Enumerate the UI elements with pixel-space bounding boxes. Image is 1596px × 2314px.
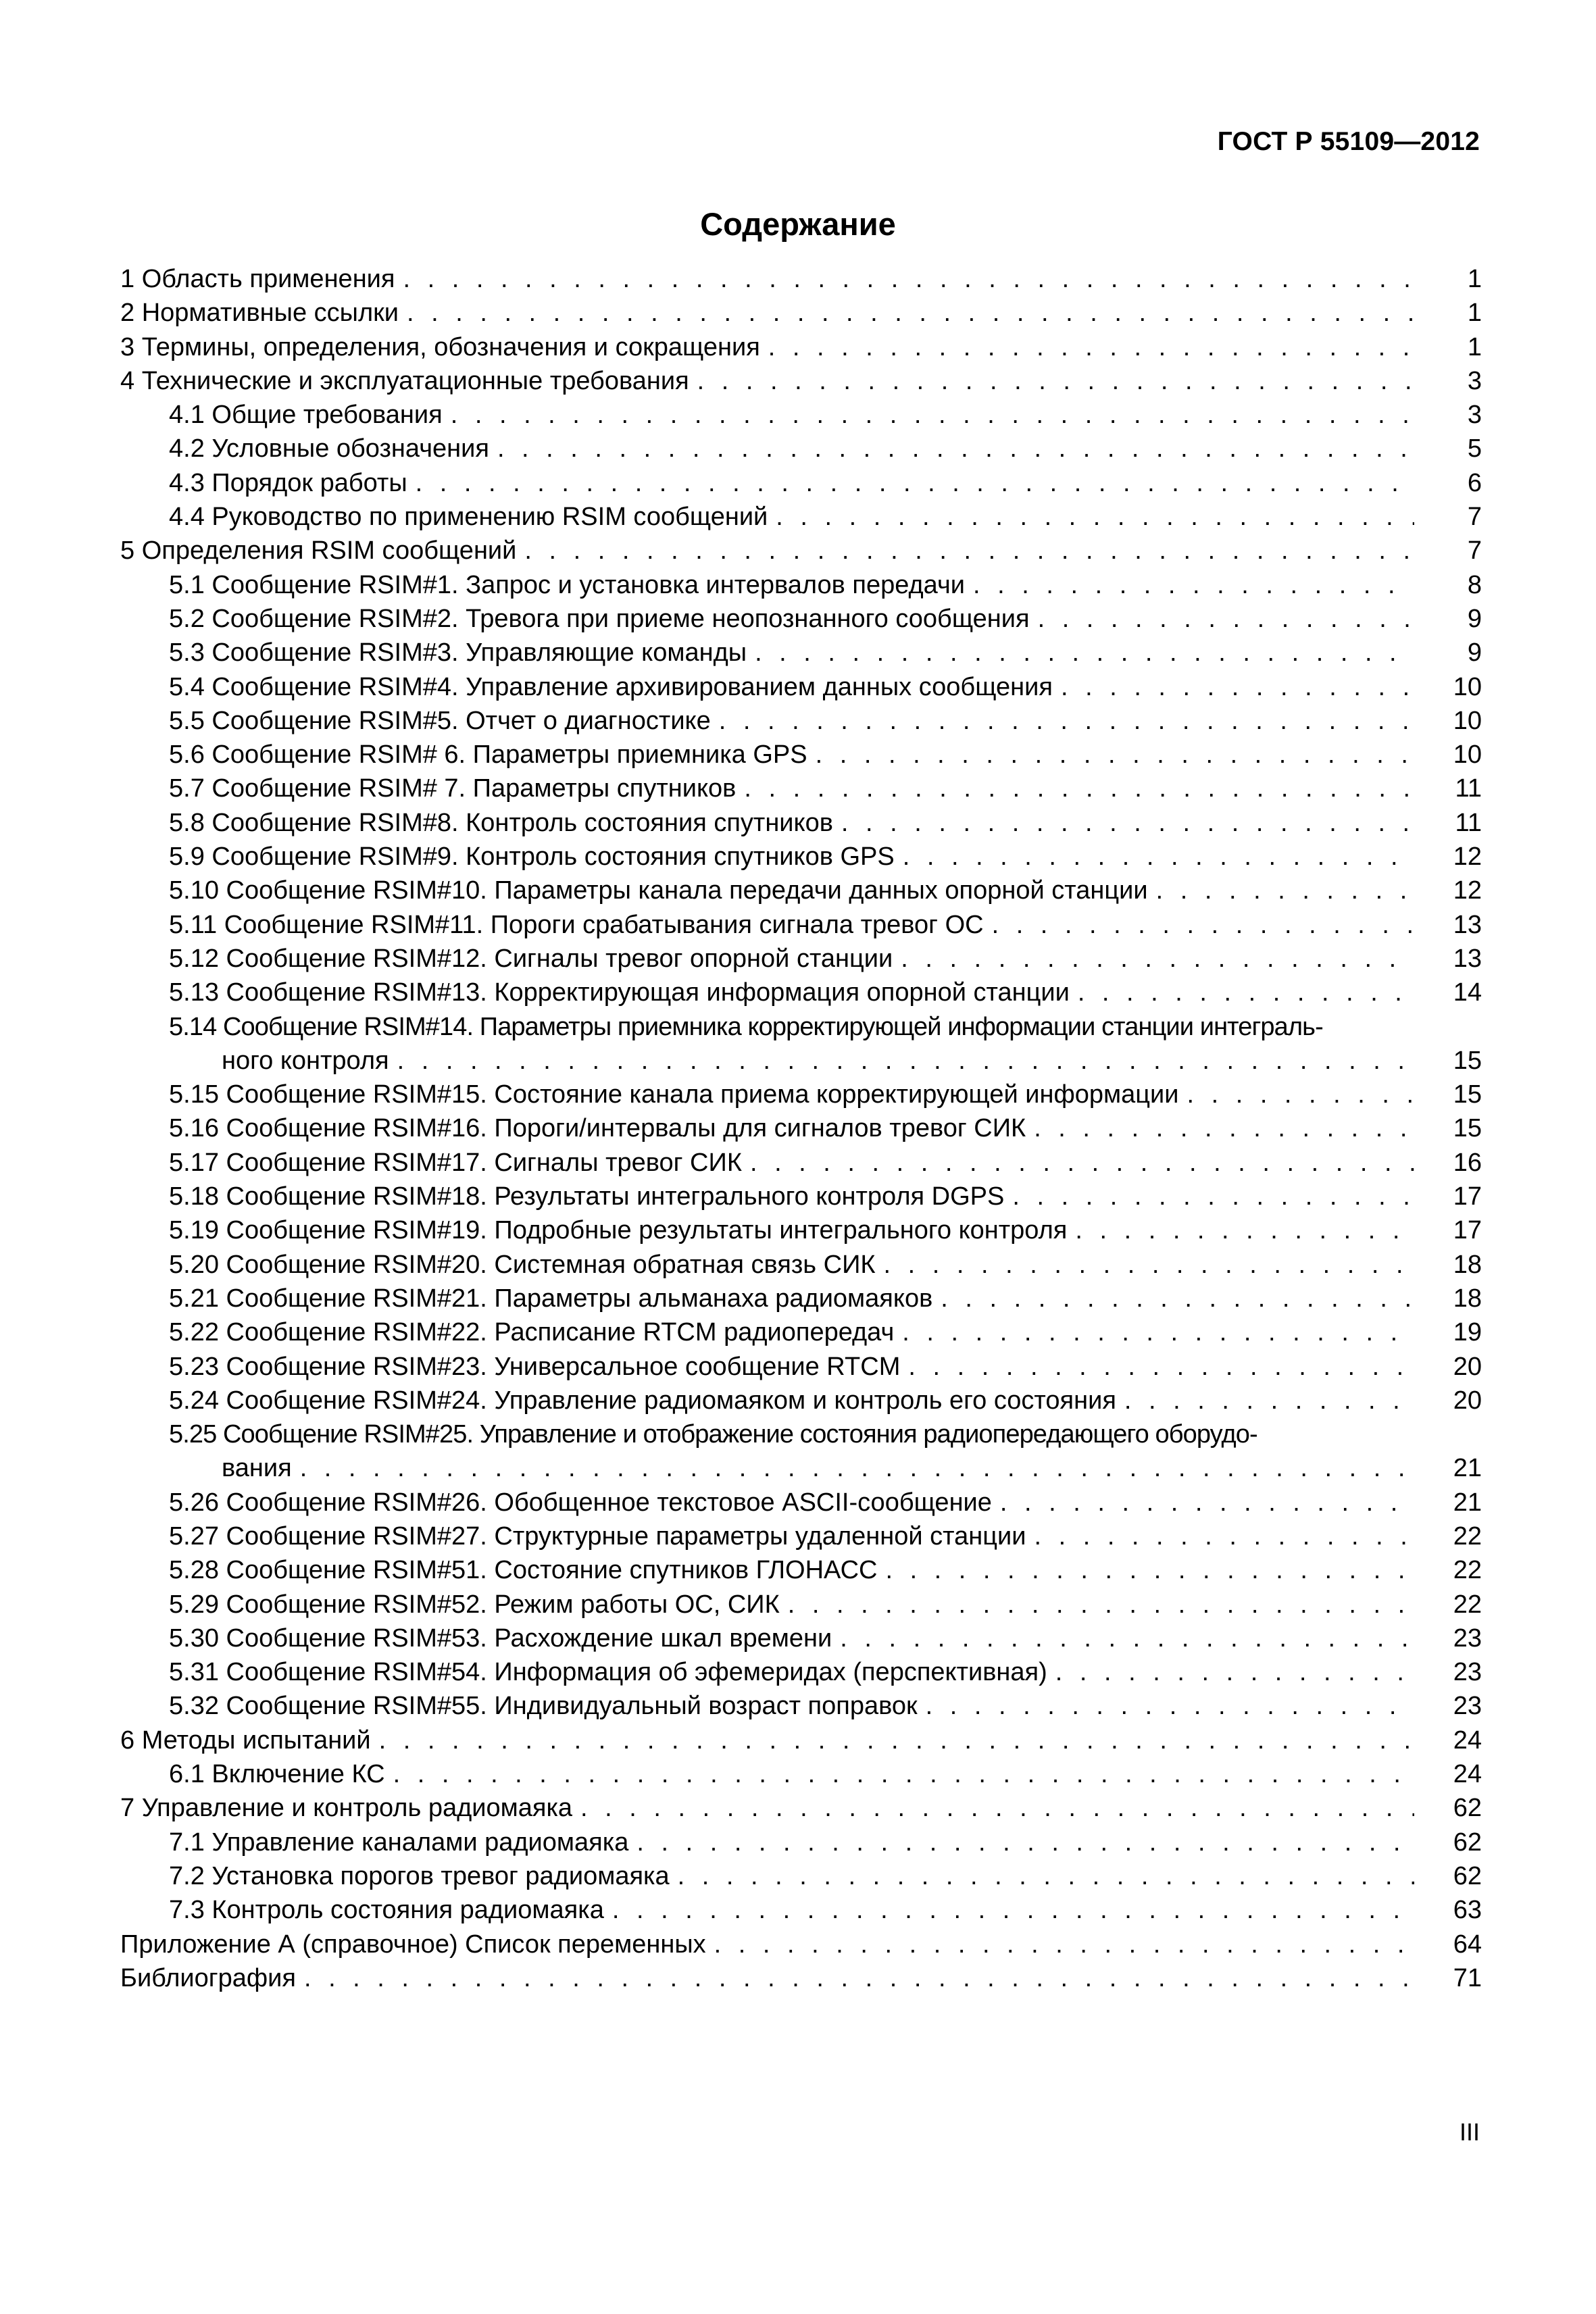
toc-entry-title: 5.7 Сообщение RSIM# 7. Параметры спутников <box>169 774 737 803</box>
toc-entry-page: 21 <box>1453 1454 1482 1483</box>
toc-entry-page: 11 <box>1455 774 1482 803</box>
toc-entry-title: 1 Область применения <box>120 265 395 293</box>
table-of-contents <box>120 262 1482 1995</box>
toc-entry-page: 12 <box>1453 876 1482 905</box>
toc-entry-title: 5.10 Сообщение RSIM#10. Параметры канала передачи данных опорной станции <box>169 876 1148 905</box>
page-number: III <box>1459 2118 1480 2146</box>
toc-leader-dots <box>300 1451 1414 1485</box>
toc-leader-dots <box>884 1248 1414 1282</box>
toc-entry[interactable] <box>120 568 1482 602</box>
toc-leader-dots <box>451 398 1414 432</box>
toc-entry[interactable] <box>120 1724 1482 1757</box>
toc-leader-dots <box>992 908 1414 942</box>
toc-entry[interactable] <box>120 1350 1482 1384</box>
toc-entry-page: 14 <box>1453 978 1482 1007</box>
toc-leader-dots <box>1034 1519 1414 1553</box>
toc-entry-page: 63 <box>1453 1896 1482 1925</box>
toc-entry[interactable] <box>120 1621 1482 1655</box>
toc-entry-page: 64 <box>1453 1930 1482 1959</box>
toc-entry-title: 7.1 Управление каналами радиомаяка <box>169 1828 629 1857</box>
toc-leader-dots <box>1156 874 1414 907</box>
toc-entry-title: 7.3 Контроль состояния радиомаяка <box>169 1896 604 1925</box>
toc-leader-dots <box>1012 1180 1414 1213</box>
toc-entry-page: 13 <box>1453 910 1482 939</box>
toc-entry-title: 5.2 Сообщение RSIM#2. Тревога при приеме неопознанного сообщения <box>169 604 1030 633</box>
toc-entry-page: 17 <box>1453 1216 1482 1245</box>
toc-entry-page: 24 <box>1453 1726 1482 1755</box>
toc-entry[interactable] <box>120 772 1482 805</box>
toc-entry-title: 4 Технические и эксплуатационные требования <box>120 366 689 395</box>
toc-entry-title: 5 Определения RSIM сообщений <box>120 536 517 565</box>
toc-leader-dots <box>524 534 1414 568</box>
toc-leader-dots <box>901 942 1414 976</box>
toc-entry-page: 11 <box>1455 808 1482 837</box>
toc-entry-title: 5.24 Сообщение RSIM#24. Управление радиомаяком и контроль его состояния <box>169 1386 1116 1415</box>
toc-entry[interactable] <box>120 1486 1482 1519</box>
toc-entry[interactable] <box>120 330 1482 364</box>
toc-entry-title: Библиография <box>120 1963 296 1992</box>
toc-leader-dots <box>941 1282 1414 1315</box>
toc-entry-page: 19 <box>1453 1318 1482 1347</box>
toc-entry[interactable] <box>120 1044 1482 1078</box>
toc-entry[interactable] <box>120 1146 1482 1180</box>
toc-entry-page: 21 <box>1453 1488 1482 1517</box>
toc-leader-dots <box>714 1928 1414 1961</box>
toc-entry[interactable] <box>120 466 1482 500</box>
toc-leader-dots <box>637 1826 1414 1859</box>
toc-leader-dots <box>1124 1384 1414 1417</box>
toc-entry[interactable] <box>120 262 1482 296</box>
toc-leader-dots <box>1000 1486 1414 1519</box>
toc-entry[interactable] <box>120 1315 1482 1349</box>
toc-entry-title: 4.1 Общие требования <box>169 401 443 430</box>
toc-entry-page: 20 <box>1453 1352 1482 1381</box>
toc-entry-page: 12 <box>1453 842 1482 872</box>
toc-entry-title: Приложение А (справочное) Список переменных <box>120 1930 706 1959</box>
toc-entry-title: 7 Управление и контроль радиомаяка <box>120 1794 573 1823</box>
toc-leader-dots <box>416 466 1414 500</box>
toc-leader-dots <box>379 1724 1414 1757</box>
toc-entry-title: 5.12 Сообщение RSIM#12. Сигналы тревог опорной станции <box>169 944 893 973</box>
toc-entry[interactable] <box>120 1078 1482 1111</box>
toc-entry[interactable] <box>120 364 1482 398</box>
toc-leader-dots <box>304 1961 1414 1995</box>
toc-entry-title: вания <box>222 1454 292 1483</box>
toc-entry-title: 5.27 Сообщение RSIM#27. Структурные параметры удаленной станции <box>169 1521 1026 1551</box>
toc-leader-dots <box>902 1315 1414 1349</box>
toc-entry-title: 5.20 Сообщение RSIM#20. Системная обратная связь СИК <box>169 1250 876 1279</box>
toc-entry[interactable] <box>120 296 1482 330</box>
toc-entry-title: 5.3 Сообщение RSIM#3. Управляющие команды <box>169 638 747 668</box>
toc-entry[interactable] <box>120 636 1482 670</box>
toc-entry-title: 5.23 Сообщение RSIM#23. Универсальное сообщение RTCM <box>169 1352 901 1381</box>
toc-leader-dots <box>678 1859 1414 1893</box>
toc-leader-dots <box>1055 1655 1414 1689</box>
toc-entry[interactable] <box>120 1588 1482 1621</box>
toc-entry-title: 5.17 Сообщение RSIM#17. Сигналы тревог СИК <box>169 1148 742 1177</box>
toc-entry[interactable] <box>120 1111 1482 1145</box>
toc-entry-page: 5 <box>1467 434 1482 463</box>
toc-entry[interactable] <box>120 976 1482 1009</box>
toc-leader-dots <box>1187 1078 1414 1111</box>
toc-entry-page: 1 <box>1467 299 1482 328</box>
toc-entry-title: 5.6 Сообщение RSIM# 6. Параметры приемника GPS <box>169 740 807 770</box>
toc-leader-dots <box>397 1044 1414 1078</box>
toc-entry-page: 3 <box>1467 366 1482 395</box>
toc-entry-title: 5.25 Сообщение RSIM#25. Управление и отображение состояния радиопередающего оборудо- <box>169 1420 1257 1449</box>
toc-entry-title: 5.18 Сообщение RSIM#18. Результаты интегрального контроля DGPS <box>169 1182 1005 1211</box>
toc-entry-title: 5.26 Сообщение RSIM#26. Обобщенное текстовое ASCII-сообщение <box>169 1488 992 1517</box>
toc-entry[interactable] <box>120 1689 1482 1723</box>
toc-entry-title: 6.1 Включение КС <box>169 1760 385 1789</box>
toc-entry[interactable] <box>120 840 1482 874</box>
toc-entry-page: 17 <box>1453 1182 1482 1211</box>
toc-entry[interactable] <box>120 1010 1482 1044</box>
toc-entry-title: 5.16 Сообщение RSIM#16. Пороги/интервалы для сигналов тревог СИК <box>169 1114 1026 1143</box>
toc-entry[interactable] <box>120 908 1482 942</box>
toc-entry-title: 3 Термины, определения, обозначения и сокращения <box>120 332 760 361</box>
toc-entry-page: 22 <box>1453 1556 1482 1585</box>
toc-entry-title: 5.21 Сообщение RSIM#21. Параметры альманаха радиомаяков <box>169 1284 933 1313</box>
toc-entry-page: 9 <box>1467 638 1482 668</box>
toc-entry-page: 10 <box>1453 672 1482 701</box>
toc-entry-page: 62 <box>1453 1794 1482 1823</box>
toc-entry-title: 5.11 Сообщение RSIM#11. Пороги срабатывания сигнала тревог ОС <box>169 910 984 939</box>
toc-entry-title: 5.15 Сообщение RSIM#15. Состояние канала приема корректирующей информации <box>169 1080 1179 1109</box>
toc-entry-page: 1 <box>1467 265 1482 293</box>
toc-leader-dots <box>841 806 1414 840</box>
toc-entry-page: 7 <box>1467 536 1482 565</box>
toc-leader-dots <box>1075 1213 1414 1247</box>
toc-entry[interactable] <box>120 398 1482 432</box>
toc-entry-title: 5.29 Сообщение RSIM#52. Режим работы ОС, СИК <box>169 1590 780 1619</box>
toc-entry-page: 20 <box>1453 1386 1482 1415</box>
toc-entry[interactable] <box>120 534 1482 568</box>
toc-entry-title: 5.30 Сообщение RSIM#53. Расхождение шкал времени <box>169 1624 832 1653</box>
toc-entry[interactable] <box>120 1893 1482 1927</box>
toc-entry[interactable] <box>120 1826 1482 1859</box>
toc-entry-page: 3 <box>1467 401 1482 430</box>
toc-entry-page: 23 <box>1453 1658 1482 1687</box>
toc-entry[interactable] <box>120 500 1482 534</box>
toc-leader-dots <box>776 500 1414 534</box>
toc-leader-dots <box>755 636 1414 670</box>
toc-entry[interactable] <box>120 1757 1482 1791</box>
toc-leader-dots <box>788 1588 1414 1621</box>
toc-entry-title: 5.31 Сообщение RSIM#54. Информация об эфемеридах (перспективная) <box>169 1658 1047 1687</box>
toc-entry-page: 18 <box>1453 1284 1482 1313</box>
toc-entry-page: 23 <box>1453 1624 1482 1653</box>
toc-entry-title: 4.3 Порядок работы <box>169 468 407 497</box>
toc-entry[interactable] <box>120 1791 1482 1825</box>
toc-entry-title: 5.22 Сообщение RSIM#22. Расписание RTCM радиопередач <box>169 1318 895 1347</box>
toc-entry-title: 5.14 Сообщение RSIM#14. Параметры приемника корректирующей информации станции интеграль- <box>169 1012 1323 1041</box>
toc-entry-title: 2 Нормативные ссылки <box>120 299 399 328</box>
toc-entry[interactable] <box>120 1519 1482 1553</box>
toc-leader-dots <box>497 432 1414 466</box>
toc-entry-title: 4.2 Условные обозначения <box>169 434 489 463</box>
toc-entry-page: 13 <box>1453 944 1482 973</box>
toc-leader-dots <box>1034 1111 1414 1145</box>
toc-leader-dots <box>403 262 1414 296</box>
toc-leader-dots <box>768 330 1414 364</box>
toc-entry-page: 62 <box>1453 1828 1482 1857</box>
toc-leader-dots <box>908 1350 1414 1384</box>
toc-entry[interactable] <box>120 1248 1482 1282</box>
toc-entry[interactable] <box>120 1282 1482 1315</box>
toc-entry-page: 18 <box>1453 1250 1482 1279</box>
toc-entry[interactable] <box>120 1417 1482 1451</box>
toc-entry[interactable] <box>120 1451 1482 1485</box>
toc-leader-dots <box>903 840 1414 874</box>
toc-entry-title: 5.1 Сообщение RSIM#1. Запрос и установка интервалов передачи <box>169 570 965 599</box>
toc-entry-page: 23 <box>1453 1692 1482 1721</box>
toc-entry-page: 71 <box>1453 1963 1482 1992</box>
toc-entry[interactable] <box>120 942 1482 976</box>
toc-leader-dots <box>1078 976 1414 1009</box>
toc-entry-page: 10 <box>1453 740 1482 770</box>
toc-leader-dots <box>407 296 1414 330</box>
toc-entry-page: 22 <box>1453 1521 1482 1551</box>
toc-entry[interactable] <box>120 1961 1482 1995</box>
toc-leader-dots <box>973 568 1414 602</box>
toc-leader-dots <box>393 1757 1414 1791</box>
toc-entry-page: 1 <box>1467 332 1482 361</box>
toc-entry-title: 5.28 Сообщение RSIM#51. Состояние спутников ГЛОНАСС <box>169 1556 878 1585</box>
toc-entry-page: 16 <box>1453 1148 1482 1177</box>
toc-entry-page: 6 <box>1467 468 1482 497</box>
toc-entry-page: 15 <box>1453 1080 1482 1109</box>
toc-entry-title: 5.5 Сообщение RSIM#5. Отчет о диагностике <box>169 706 711 735</box>
toc-entry[interactable] <box>120 1553 1482 1587</box>
toc-leader-dots <box>719 704 1414 738</box>
toc-entry-page: 15 <box>1453 1114 1482 1143</box>
toc-entry-page: 15 <box>1453 1046 1482 1075</box>
toc-entry[interactable] <box>120 704 1482 738</box>
toc-leader-dots <box>580 1791 1414 1825</box>
toc-entry[interactable] <box>120 670 1482 704</box>
toc-entry[interactable] <box>120 1655 1482 1689</box>
toc-entry[interactable] <box>120 1213 1482 1247</box>
toc-entry-page: 22 <box>1453 1590 1482 1619</box>
toc-entry-title: 5.9 Сообщение RSIM#9. Контроль состояния спутников GPS <box>169 842 895 872</box>
toc-entry-title: 4.4 Руководство по применению RSIM сообщений <box>169 503 768 532</box>
toc-leader-dots <box>926 1689 1414 1723</box>
toc-entry-title: 5.4 Сообщение RSIM#4. Управление архивированием данных сообщения <box>169 672 1053 701</box>
toc-leader-dots <box>1038 602 1414 636</box>
toc-entry-title: 6 Методы испытаний <box>120 1726 371 1755</box>
toc-entry-page: 8 <box>1467 570 1482 599</box>
toc-entry-page: 10 <box>1453 706 1482 735</box>
toc-title: Содержание <box>700 206 896 242</box>
toc-leader-dots <box>744 772 1414 805</box>
toc-entry-page: 24 <box>1453 1760 1482 1789</box>
toc-entry[interactable] <box>120 806 1482 840</box>
toc-entry[interactable] <box>120 1928 1482 1961</box>
toc-entry-page: 9 <box>1467 604 1482 633</box>
toc-entry[interactable] <box>120 602 1482 636</box>
toc-entry[interactable] <box>120 1180 1482 1213</box>
toc-entry[interactable] <box>120 432 1482 466</box>
toc-leader-dots <box>697 364 1414 398</box>
toc-entry-title: 5.8 Сообщение RSIM#8. Контроль состояния спутников <box>169 808 833 837</box>
toc-entry[interactable] <box>120 874 1482 907</box>
toc-leader-dots <box>1061 670 1414 704</box>
standard-code: ГОСТ Р 55109—2012 <box>1217 127 1480 156</box>
toc-leader-dots <box>885 1553 1414 1587</box>
toc-entry-title: 5.32 Сообщение RSIM#55. Индивидуальный возраст поправок <box>169 1692 918 1721</box>
toc-leader-dots <box>750 1146 1414 1180</box>
toc-leader-dots <box>840 1621 1414 1655</box>
toc-leader-dots <box>612 1893 1414 1927</box>
toc-entry[interactable] <box>120 1384 1482 1417</box>
toc-leader-dots <box>816 738 1414 772</box>
toc-entry-title: ного контроля <box>222 1046 389 1075</box>
toc-entry[interactable] <box>120 738 1482 772</box>
toc-entry-title: 5.19 Сообщение RSIM#19. Подробные результаты интегрального контроля <box>169 1216 1068 1245</box>
toc-entry-title: 5.13 Сообщение RSIM#13. Корректирующая информация опорной станции <box>169 978 1070 1007</box>
toc-entry-title: 7.2 Установка порогов тревог радиомаяка <box>169 1861 670 1890</box>
toc-entry-page: 7 <box>1467 503 1482 532</box>
toc-entry[interactable] <box>120 1859 1482 1893</box>
toc-entry-page: 62 <box>1453 1861 1482 1890</box>
